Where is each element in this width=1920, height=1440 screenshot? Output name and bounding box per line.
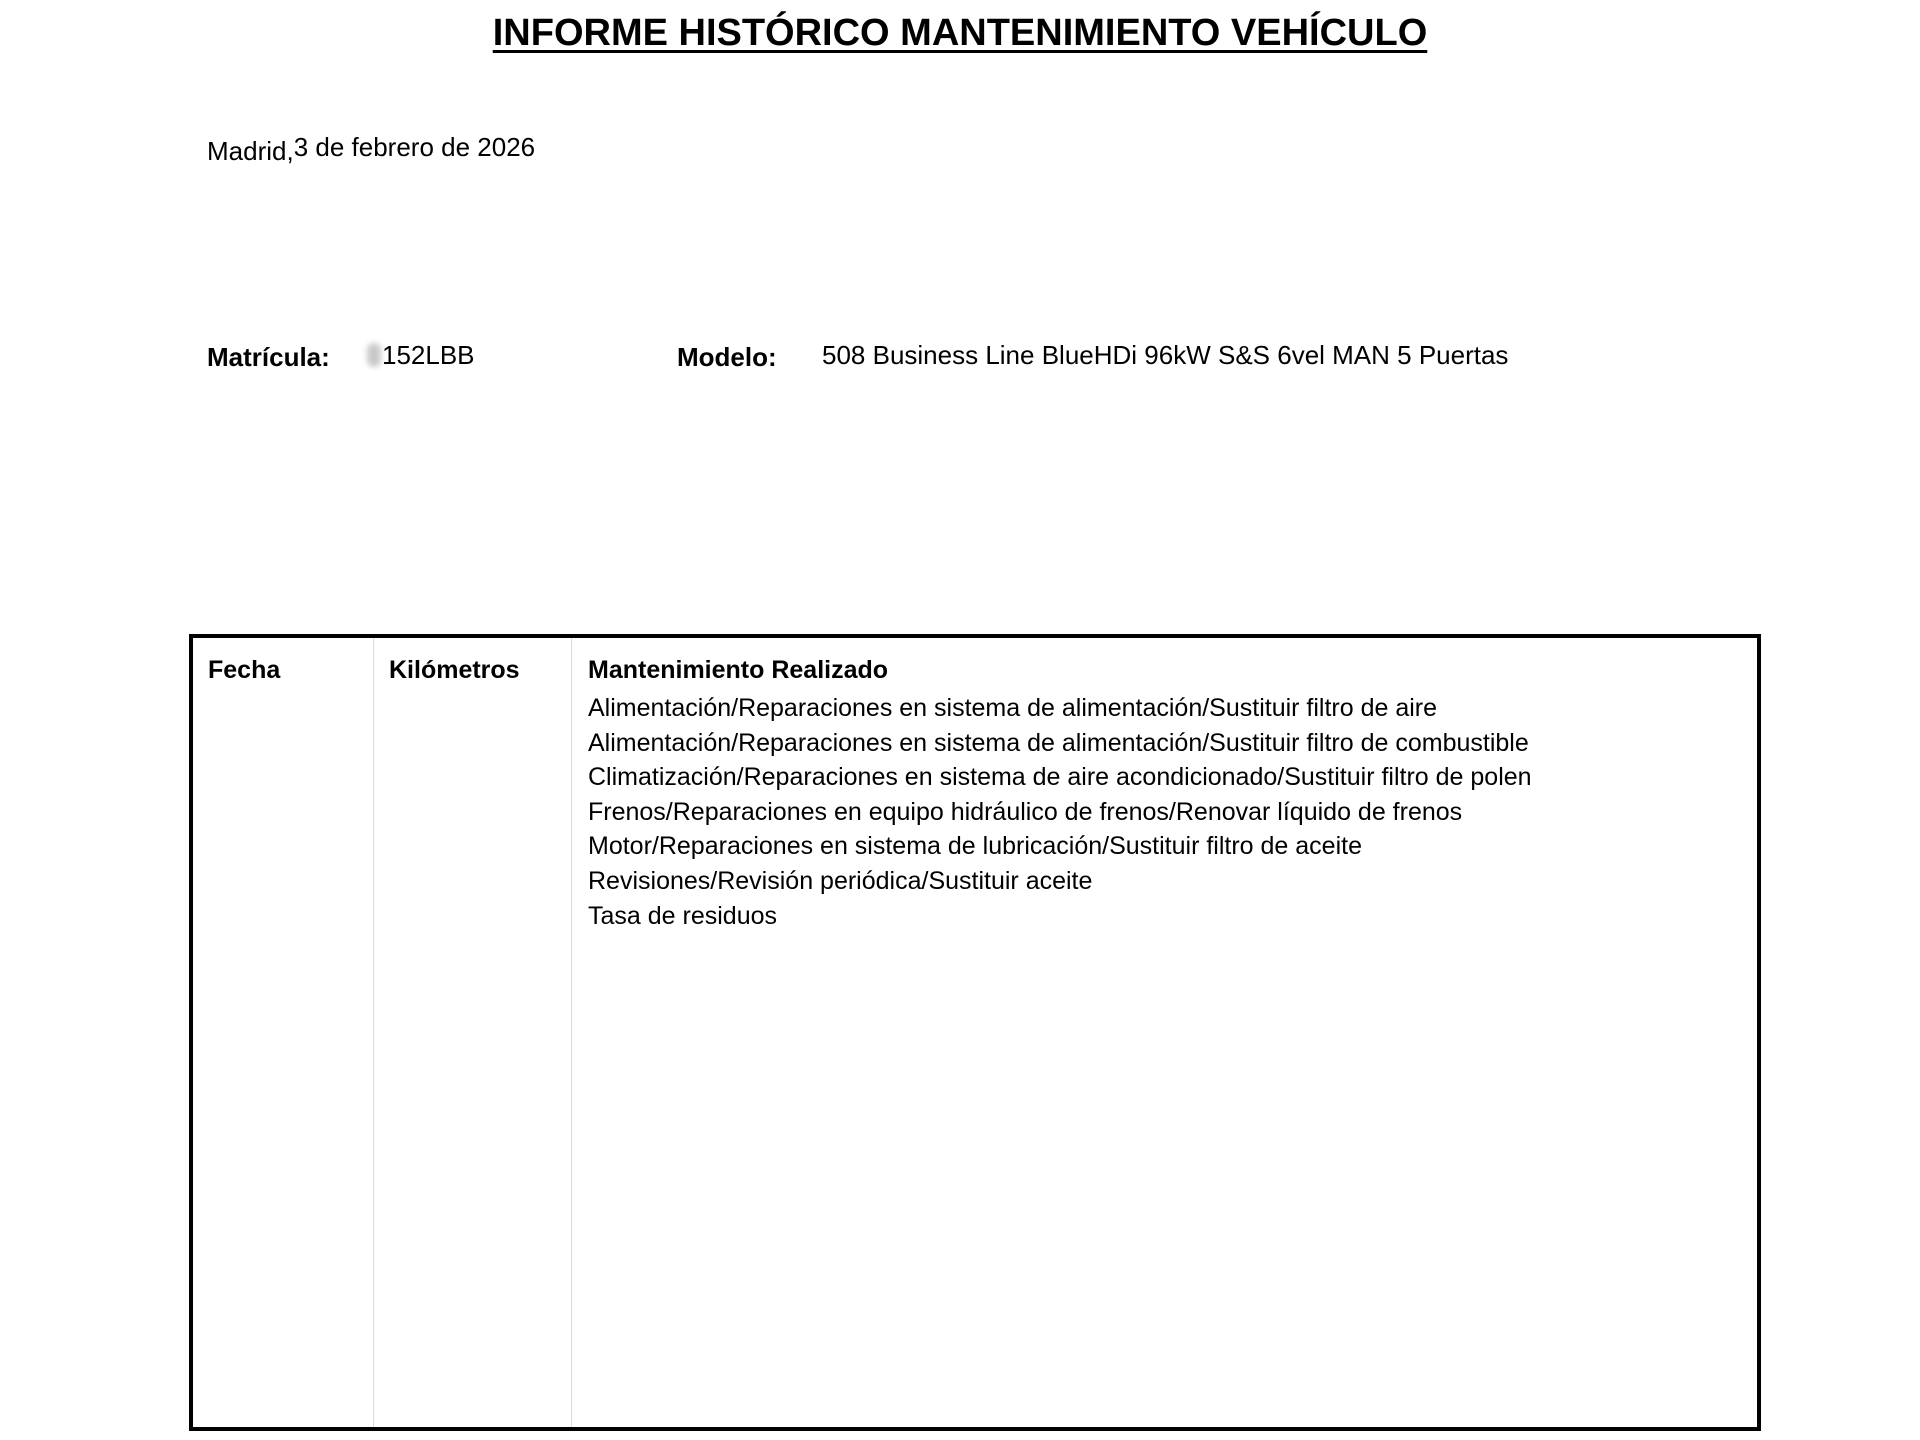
- list-item: Revisiones/Revisión periódica/Sustituir aceite: [588, 866, 1093, 895]
- km-column: [374, 638, 572, 1427]
- list-item: Frenos/Reparaciones en equipo hidráulico de frenos/Renovar líquido de frenos: [588, 797, 1463, 826]
- list-item: Climatización/Reparaciones en sistema de aire acondicionado/Sustituir filtro de polen: [588, 763, 1532, 792]
- maintenance-column: [572, 638, 1757, 1427]
- list-item: Motor/Reparaciones en sistema de lubricación/Sustituir filtro de aceite: [588, 832, 1362, 861]
- km-column-header: Kilómetros: [389, 656, 520, 684]
- report-date: 3 de febrero de 2026: [293, 132, 536, 162]
- plate-value-wrapper: [367, 340, 475, 371]
- date-column-header: Fecha: [208, 656, 281, 684]
- redacted-plate-prefix: [367, 343, 381, 367]
- list-item: Alimentación/Reparaciones en sistema de alimentación/Sustituir filtro de aire: [588, 694, 1438, 722]
- maintenance-column-header: Mantenimiento Realizado: [588, 656, 889, 684]
- list-item: Alimentación/Reparaciones en sistema de alimentación/Sustituir filtro de combustible: [588, 728, 1529, 757]
- report-title: INFORME HISTÓRICO MANTENIMIENTO VEHÍCULO: [492, 12, 1428, 54]
- plate-label: Matrícula:: [207, 342, 330, 372]
- place-label: Madrid,: [207, 136, 294, 166]
- maintenance-table: [189, 634, 1761, 1431]
- plate-value: 152LBB: [382, 340, 475, 370]
- model-value: 508 Business Line BlueHDi 96kW S&S 6vel MAN 5 Puertas: [822, 340, 1509, 370]
- list-item: Tasa de residuos: [588, 901, 778, 930]
- place-date-line: [207, 132, 536, 166]
- maintenance-list: [588, 691, 1548, 933]
- model-label: Modelo:: [677, 342, 777, 372]
- date-column: [193, 638, 374, 1427]
